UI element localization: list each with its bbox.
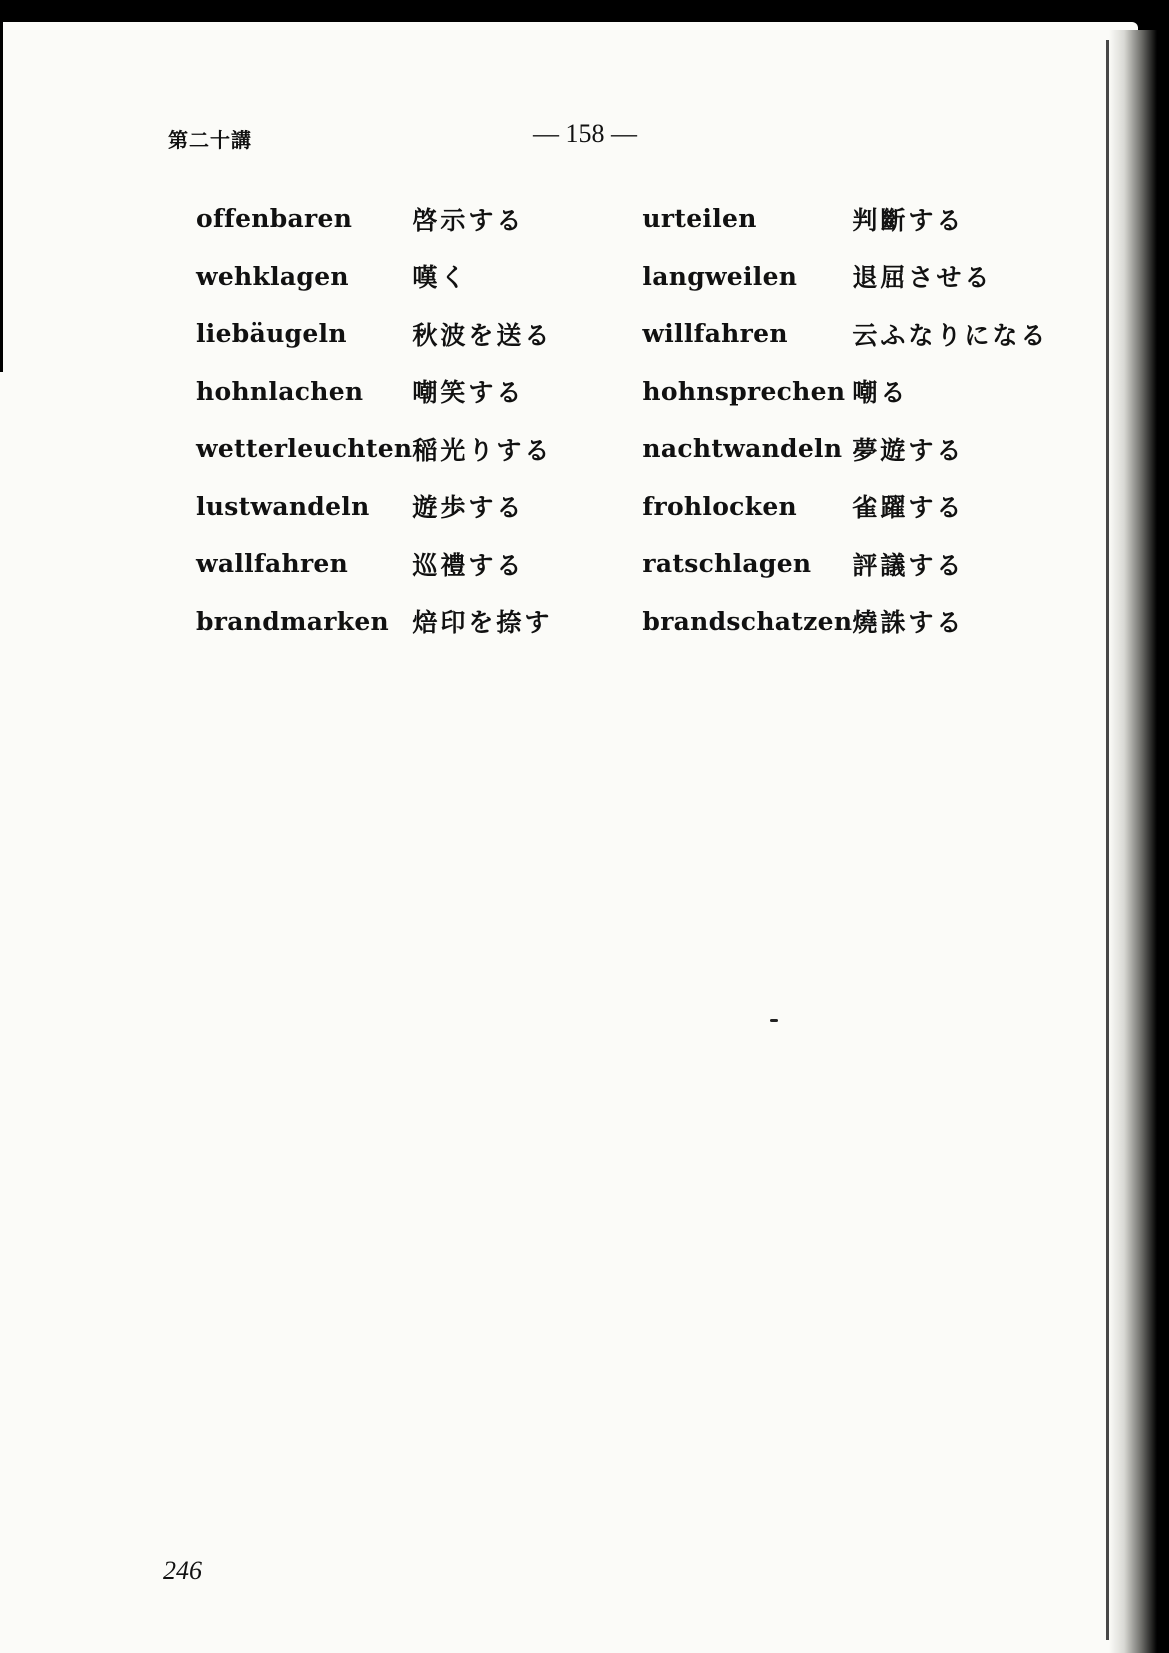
german-word: wetterleuchten	[196, 434, 413, 464]
japanese-meaning: 判斷する	[852, 205, 965, 235]
table-row	[196, 363, 1062, 421]
japanese-meaning: 云ふなりになる	[852, 320, 1049, 350]
german-word: brandschatzen	[642, 606, 853, 636]
table-row	[196, 593, 1062, 651]
table-row	[196, 248, 1062, 306]
scan-top-border	[0, 0, 1169, 22]
german-word: hohnsprechen	[642, 376, 846, 406]
scan-left-border	[0, 22, 3, 372]
japanese-meaning: 稲光りする	[412, 435, 553, 465]
german-word: hohnlachen	[196, 376, 364, 406]
chapter-heading: 第二十講	[168, 128, 252, 152]
table-row	[196, 190, 1062, 248]
japanese-meaning: 嘲る	[852, 378, 909, 408]
japanese-meaning: 嘆く	[412, 263, 469, 293]
german-word: lustwandeln	[196, 491, 370, 521]
japanese-meaning: 巡禮する	[412, 550, 525, 580]
japanese-meaning: 秋波を送る	[412, 320, 553, 350]
japanese-meaning: 遊歩する	[412, 493, 525, 523]
japanese-meaning: 退屈させる	[852, 263, 993, 293]
german-word: wallfahren	[196, 549, 349, 579]
scan-right-border	[1109, 30, 1169, 1653]
table-row	[196, 478, 1062, 536]
german-word: frohlocken	[642, 491, 797, 521]
japanese-meaning: 嘲笑する	[412, 378, 525, 408]
german-word: willfahren	[642, 319, 788, 349]
german-word: wehklagen	[196, 261, 349, 291]
japanese-meaning: 燒誅する	[852, 608, 965, 638]
german-word: liebäugeln	[196, 319, 347, 349]
german-word: langweilen	[642, 261, 798, 291]
japanese-meaning: 啓示する	[412, 205, 525, 235]
japanese-meaning: 雀躍する	[852, 493, 965, 523]
japanese-meaning: 焙印を捺す	[412, 608, 553, 638]
german-word: nachtwandeln	[642, 434, 843, 464]
ink-speck	[770, 1019, 778, 1022]
page-number: — 158 —	[533, 119, 637, 148]
german-word: brandmarken	[196, 606, 390, 636]
vocabulary-table	[196, 190, 1062, 650]
japanese-meaning: 夢遊する	[852, 435, 965, 465]
table-row	[196, 420, 1062, 478]
german-word: urteilen	[642, 204, 757, 234]
folio-number: 246	[163, 1556, 202, 1585]
german-word: ratschlagen	[642, 549, 812, 579]
german-word: offenbaren	[196, 204, 353, 234]
table-row	[196, 305, 1062, 363]
japanese-meaning: 評議する	[852, 550, 965, 580]
table-row	[196, 535, 1062, 593]
